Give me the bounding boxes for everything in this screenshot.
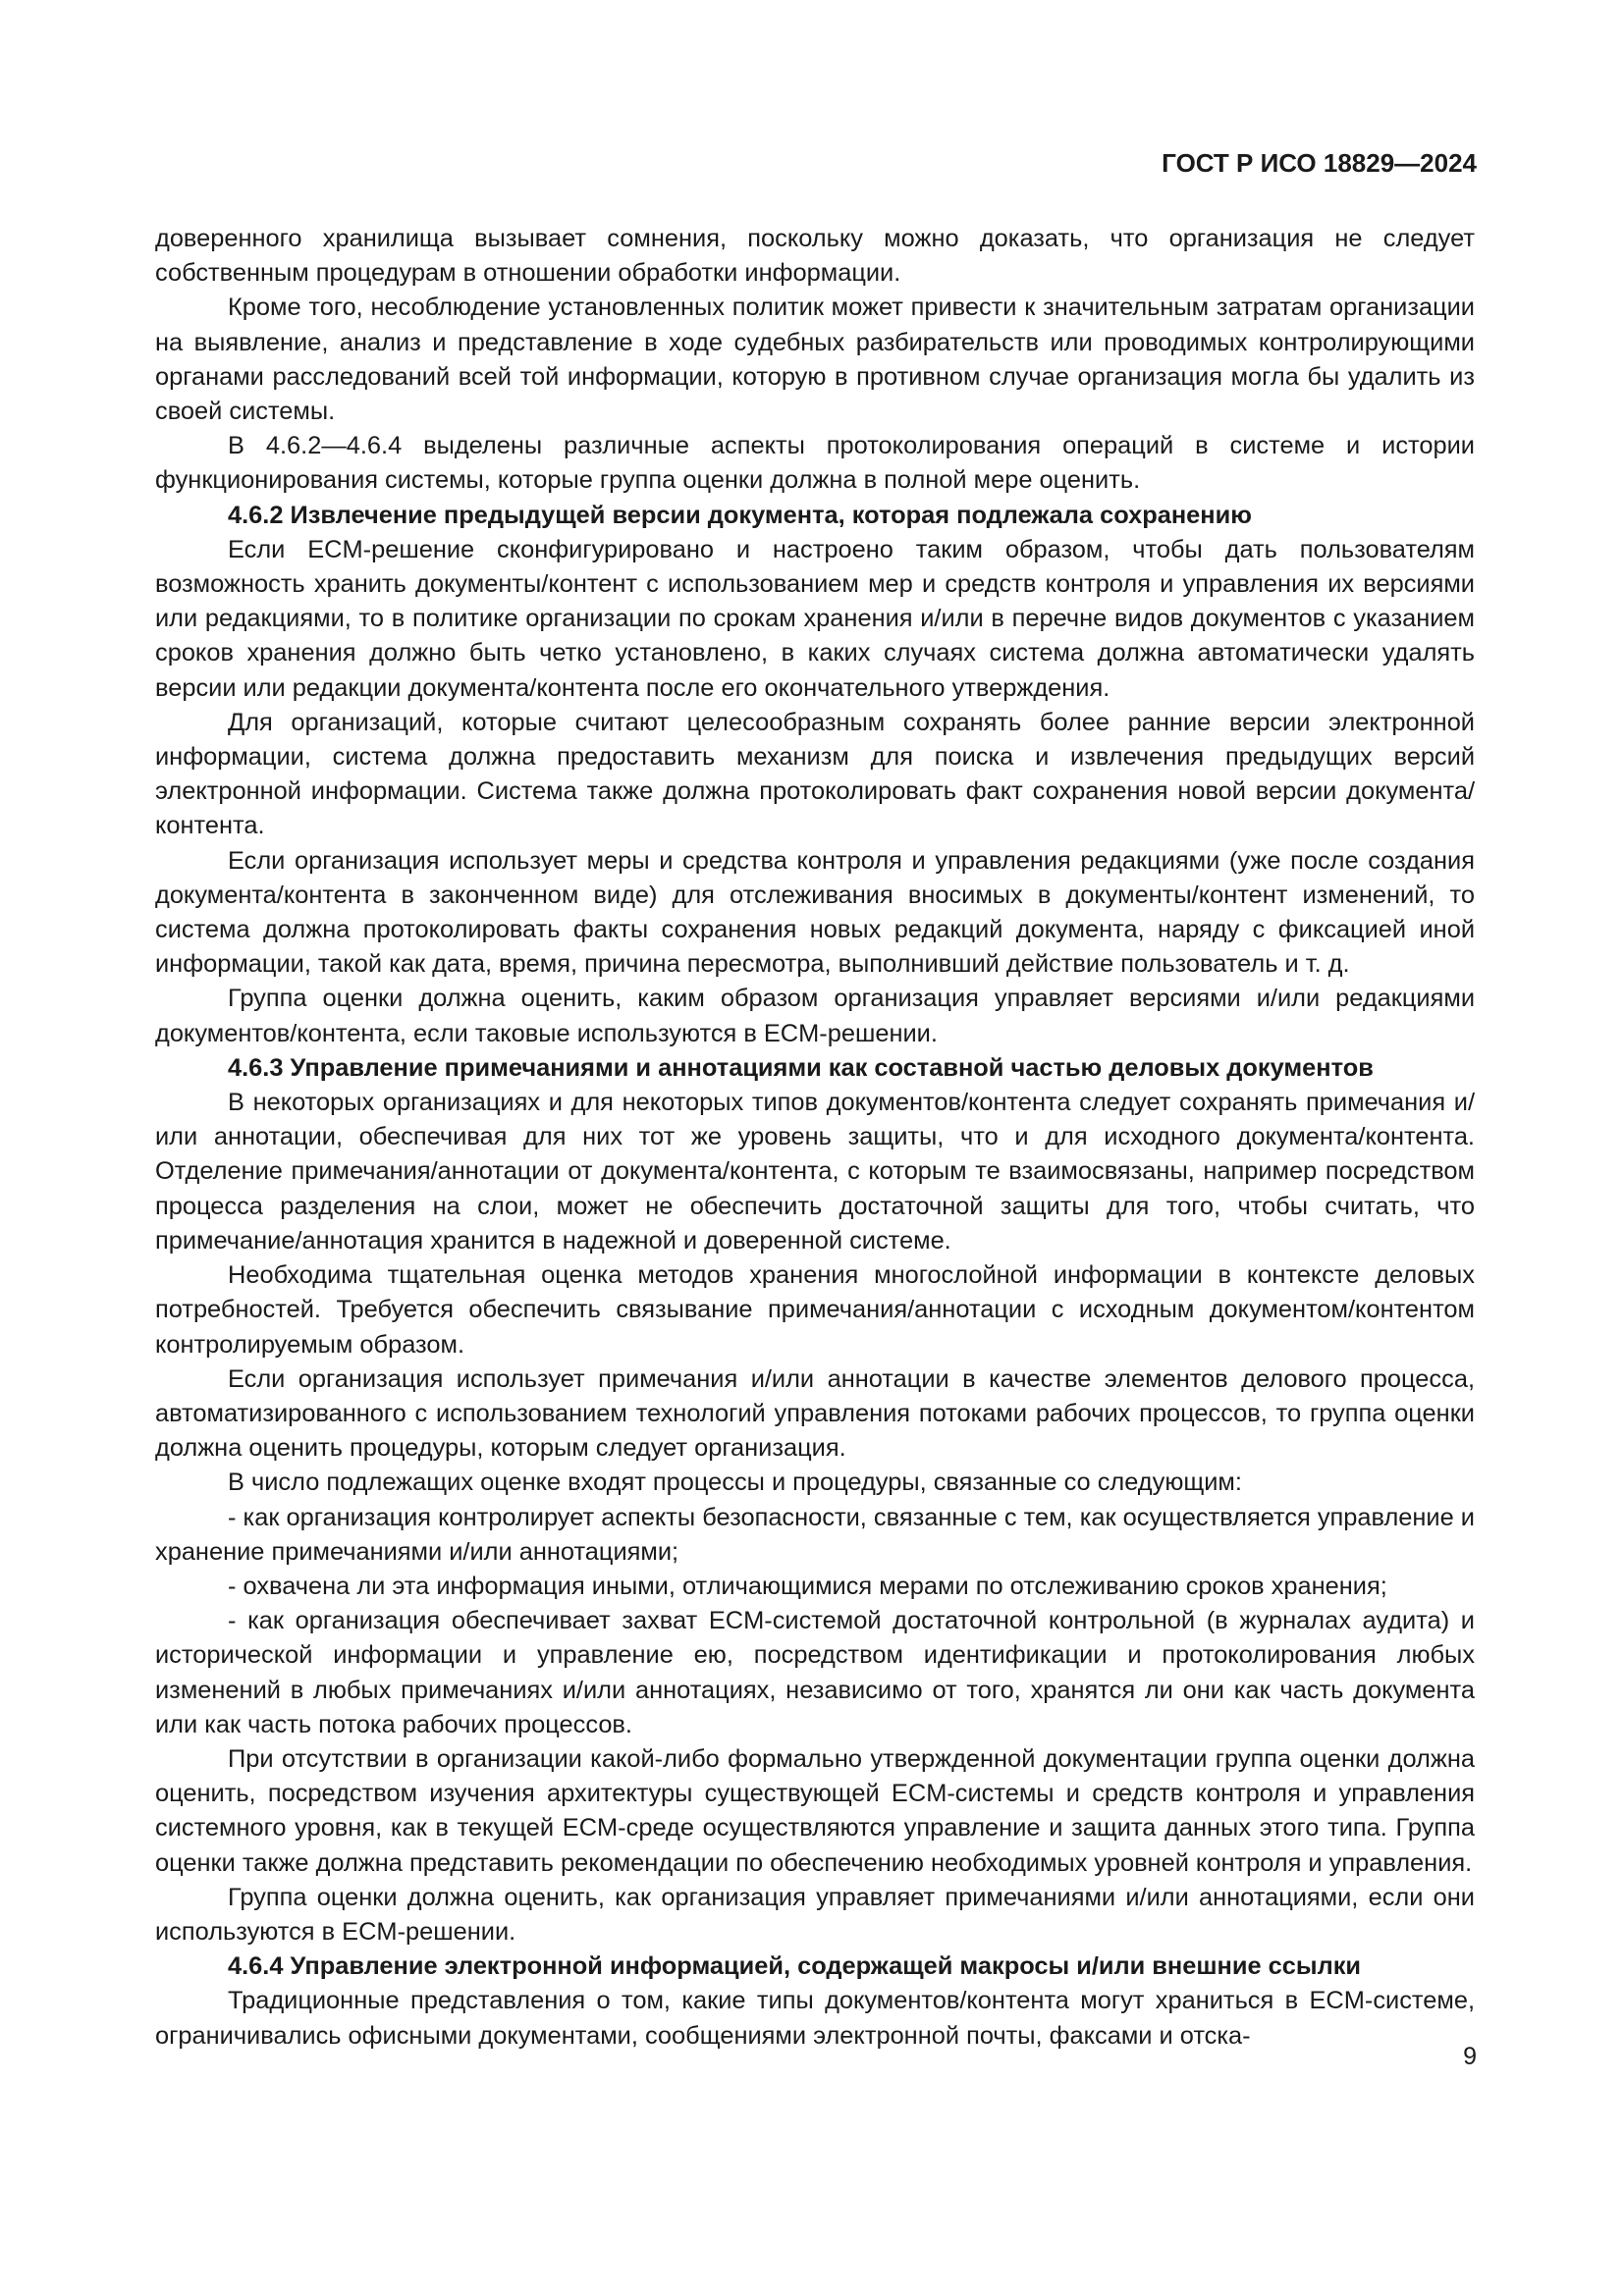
paragraph: В число подлежащих оценке входят процессы и процедуры, связанные со следующим: [228, 1468, 1242, 1497]
section-heading: 4.6.3 Управление примечаниями и аннотациями как составной частью деловых документов [228, 1053, 1374, 1082]
paragraph: - охвачена ли эта информация иными, отличающимися мерами по отслеживанию сроков хранения; [228, 1572, 1387, 1600]
section-heading: 4.6.2 Извлечение предыдущей версии документа, которая подлежала сохранению [228, 501, 1252, 529]
paragraph: Если организация использует примечания и/или аннотации в качестве элементов делового процесса, автоматизированного с использованием технологий управления потоками рабочих процессов, то группа оценки должна оценить процедуры, которым следует организация. [155, 1364, 1475, 1463]
document-id: ГОСТ Р ИСО 18829—2024 [1162, 148, 1477, 178]
paragraph: - как организация контролирует аспекты безопасности, связанные с тем, как осуществляется управление и хранение примечаниями и/или аннотациями; [155, 1503, 1475, 1566]
section-heading: 4.6.4 Управление электронной информацией, содержащей макросы и/или внешние ссылки [228, 1952, 1362, 1981]
paragraph: - как организация обеспечивает захват ECM-системой достаточной контрольной (в журналах аудита) и исторической информации и управление ею, посредством идентификации и протоколирования любых изменений в любых примечаниях и/или аннотациях, независимо от того, хранятся ли они как часть документа или как часть потока рабочих процессов. [155, 1607, 1475, 1738]
paragraph: Необходима тщательная оценка методов хранения многослойной информации в контексте деловых потребностей. Требуется обеспечить связывание примечания/аннотации с исходным документом/контентом контролируемым образом. [155, 1261, 1475, 1359]
paragraph: Группа оценки должна оценить, каким образом организация управляет версиями и/или редакциями документов/контента, если таковые используются в ECM-решении. [155, 985, 1475, 1047]
paragraph: Если организация использует меры и средства контроля и управления редакциями (уже после создания документа/контента в законченном виде) для отслеживания вносимых в документы/контент изменений, то система должна протоколировать факты сохранения новых редакций документа, наряду с фиксацией иной информации, такой как дата, время, причина пересмотра, выполнивший действие пользователь и т. д. [155, 846, 1475, 979]
paragraph: Кроме того, несоблюдение установленных политик может привести к значительным затратам организации на выявление, анализ и представление в ходе судебных разбирательств или проводимых контролирующими органами расследований всей той информации, которую в противном случае организация могла бы удалить из своей системы. [155, 294, 1475, 426]
page-number: 9 [1463, 2043, 1477, 2070]
paragraph: Традиционные представления о том, какие типы документов/контента могут храниться в ECM-системе, ограничивались офисными документами, сообщениями электронной почты, факсами и отска- [155, 1987, 1475, 2050]
paragraph: Если ECM-решение сконфигурировано и настроено таким образом, чтобы дать пользователям возможность хранить документы/контент с использованием мер и средств контроля и управления их версиями или редакциями, то в политике организации по срокам хранения и/или в перечне видов документов с указанием сроков хранения должно быть четко установлено, в каких случаях система должна автоматически удалять версии или редакции документа/контента после его окончательного утверждения. [155, 535, 1475, 702]
paragraph: При отсутствии в организации какой-либо формально утвержденной документации группа оценки должна оценить, посредством изучения архитектуры существующей ECM-системы и средств контроля и управления системного уровня, как в текущей ECM-среде осуществляются управление и защита данных этого типа. Группа оценки также должна представить рекомендации по обеспечению необходимых уровней контроля и управления. [155, 1744, 1475, 1877]
paragraph: В 4.6.2—4.6.4 выделены различные аспекты протоколирования операций в системе и истории функционирования системы, которые группа оценки должна в полной мере оценить. [155, 432, 1475, 495]
paragraph: Группа оценки должна оценить, как организация управляет примечаниями и/или аннотациями, если они используются в ECM-решении. [155, 1883, 1475, 1946]
paragraph: доверенного хранилища вызывает сомнения, поскольку можно доказать, что организация не следует собственным процедурам в отношении обработки информации. [155, 225, 1475, 288]
paragraph: Для организаций, которые считают целесообразным сохранять более ранние версии электронной информации, система должна предоставить механизм для поиска и извлечения предыдущих версий электронной информации. Система также должна протоколировать факт сохранения новой версии документа/контента. [155, 708, 1475, 840]
document-body [155, 222, 1475, 2054]
paragraph: В некоторых организациях и для некоторых типов документов/контента следует сохранять примечания и/или аннотации, обеспечивая для них тот же уровень защиты, что и для исходного документа/контента. Отделение примечания/аннотации от документа/контента, с которым те взаимосвязаны, например посредством процесса разделения на слои, может не обеспечить достаточной защиты для того, чтобы считать, что примечание/аннотация хранится в надежной и доверенной системе. [155, 1089, 1475, 1255]
